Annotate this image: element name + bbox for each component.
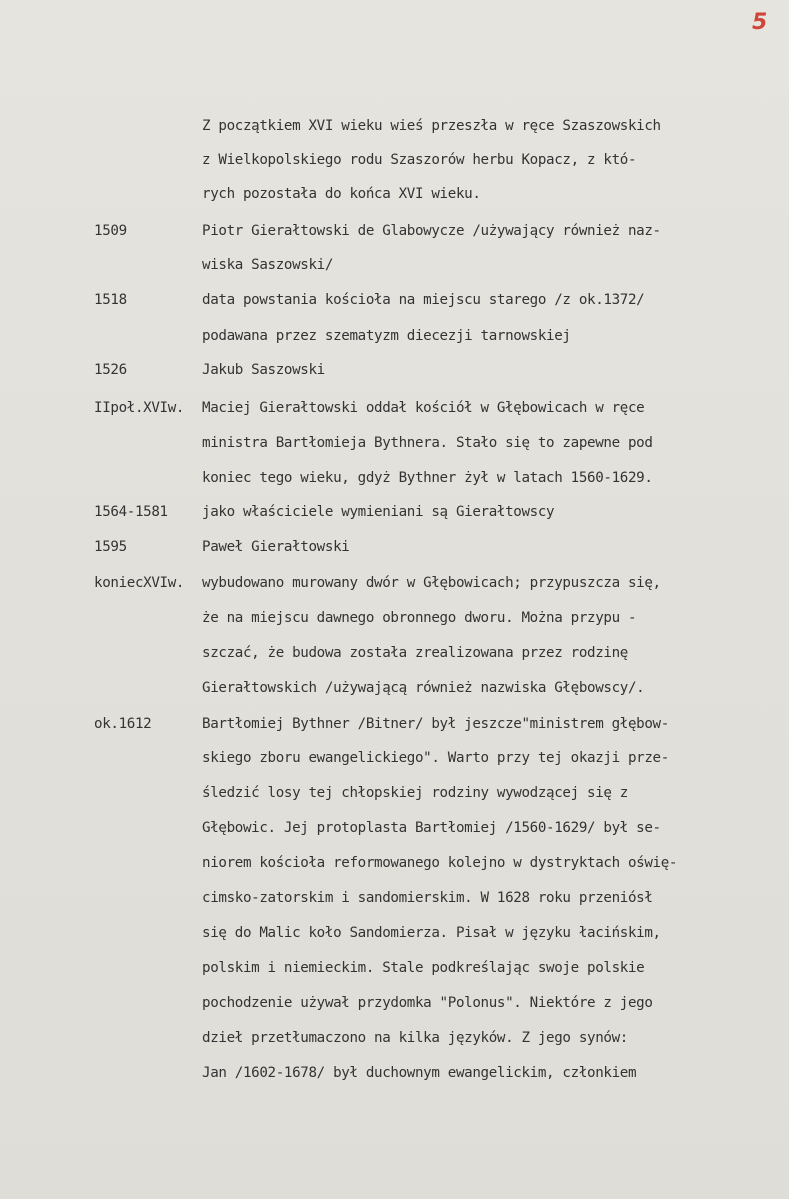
entry-line: ministra Bartłomieja Bythnera. Stało się to zapewne pod	[202, 435, 653, 451]
entry-line: wiska Saszowski/	[202, 257, 334, 273]
entry-line: dzieł przetłumaczono na kilka języków. Z jego synów:	[202, 1030, 628, 1046]
entry-line: Piotr Gierałtowski de Glabowycze /używający również naz-	[202, 223, 661, 239]
entry-line: pochodzenie używał przydomka "Polonus". Niektóre z jego	[202, 995, 653, 1011]
entry-line: Jan /1602-1678/ był duchownym ewangelickim, członkiem	[202, 1065, 637, 1081]
entry-line: jako właściciele wymieniani są Gierałtowscy	[202, 504, 555, 520]
intro-line: rych pozostała do końca XVI wieku.	[202, 186, 481, 202]
entry-date: ok.1612	[94, 716, 152, 732]
intro-line: Z początkiem XVI wieku wieś przeszła w ręce Szaszowskich	[202, 118, 661, 134]
entry-line: Jakub Saszowski	[202, 362, 325, 378]
entry-line: wybudowano murowany dwór w Głębowicach; przypuszcza się,	[202, 575, 661, 591]
entry-line: Paweł Gierałtowski	[202, 539, 350, 555]
page-number: 5	[752, 10, 768, 35]
entry-line: polskim i niemieckim. Stale podkreślając swoje polskie	[202, 960, 645, 976]
entry-date: 1518	[94, 292, 127, 308]
entry-line: śledzić losy tej chłopskiej rodziny wywodzącej się z	[202, 785, 628, 801]
entry-line: cimsko-zatorskim i sandomierskim. W 1628 roku przeniósł	[202, 890, 653, 906]
entry-line: data powstania kościoła na miejscu starego /z ok.1372/	[202, 292, 645, 308]
entry-line: się do Malic koło Sandomierza. Pisał w języku łacińskim,	[202, 925, 661, 941]
entry-line: podawana przez szematyzm diecezji tarnowskiej	[202, 328, 571, 344]
entry-date: 1509	[94, 223, 127, 239]
entry-date: koniecXVIw.	[94, 575, 185, 591]
entry-line: Bartłomiej Bythner /Bitner/ był jeszcze"ministrem głębow-	[202, 716, 669, 732]
entry-line: szczać, że budowa została zrealizowana przez rodzinę	[202, 645, 628, 661]
entry-date: 1526	[94, 362, 127, 378]
entry-line: Maciej Gierałtowski oddał kościół w Głębowicach w ręce	[202, 400, 645, 416]
entry-line: że na miejscu dawnego obronnego dworu. Można przypu -	[202, 610, 637, 626]
entry-line: Gierałtowskich /używającą również nazwiska Głębowscy/.	[202, 680, 645, 696]
entry-date: 1595	[94, 539, 127, 555]
intro-line: z Wielkopolskiego rodu Szaszorów herbu Kopacz, z któ-	[202, 152, 637, 168]
entry-line: koniec tego wieku, gdyż Bythner żył w latach 1560-1629.	[202, 470, 653, 486]
entry-line: skiego zboru ewangelickiego". Warto przy tej okazji prze-	[202, 750, 669, 766]
entry-date: 1564-1581	[94, 504, 168, 520]
entry-line: Głębowic. Jej protoplasta Bartłomiej /1560-1629/ był se-	[202, 820, 661, 836]
entry-date: IIpoł.XVIw.	[94, 400, 185, 416]
entry-line: niorem kościoła reformowanego kolejno w dystryktach oświę-	[202, 855, 678, 871]
